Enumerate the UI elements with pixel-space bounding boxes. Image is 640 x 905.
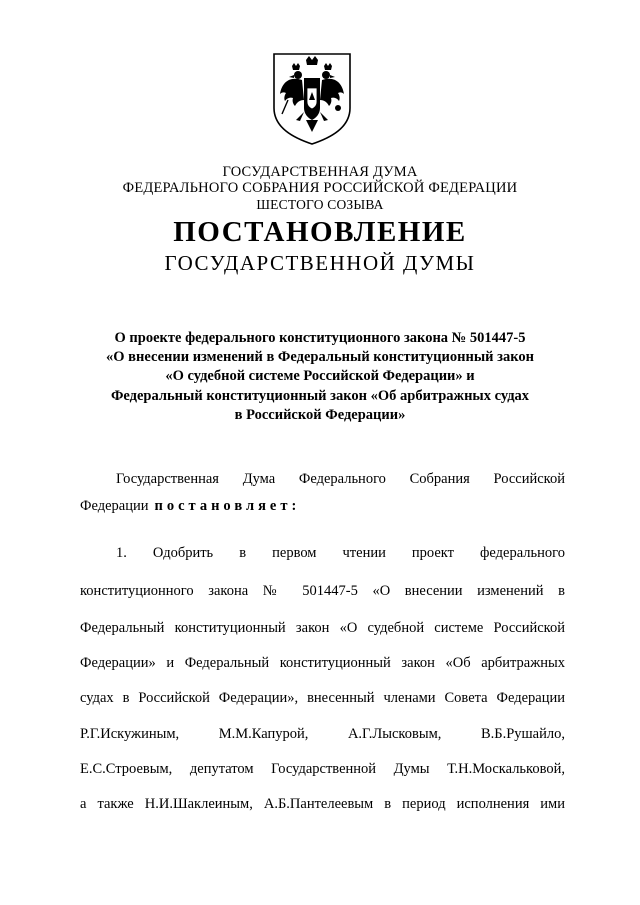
paragraph-line: конституционного закона № 501447-5 «О внесении изменений в [80,583,565,599]
paragraph-line: а также Н.И.Шаклеиным, А.Б.Пантелеевым в период исполнения ими [80,796,565,812]
preamble-line: Государственная Дума Федерального Собрания Российской [116,471,565,487]
header-convocation-line: ШЕСТОГО СОЗЫВА [256,197,384,212]
subject-line: О проекте федерального конституционного закона № 501447-5 [114,330,526,346]
paragraph-line: 1. Одобрить в первом чтении проект федерального [116,545,565,561]
preamble-line-resolution [80,498,565,515]
subject-line: «О судебной системе Российской Федерации» и [165,368,475,384]
paragraph-line: судах в Российской Федерации», внесенный членами Совета Федерации [80,690,565,706]
header-federal-assembly-line: ФЕДЕРАЛЬНОГО СОБРАНИЯ РОССИЙСКОЙ ФЕДЕРАЦИИ [122,180,518,196]
header-duma-line: ГОСУДАРСТВЕННАЯ ДУМА [222,164,418,180]
preamble-text: Федерации [80,498,149,514]
document-subtitle: ГОСУДАРСТВЕННОЙ ДУМЫ [164,251,476,275]
subject-line: «О внесении изменений в Федеральный конституционный закон [106,349,534,365]
paragraph-line: Федерации» и Федеральный конституционный закон «Об арбитражных [80,655,565,671]
document-title: ПОСТАНОВЛЕНИЕ [173,216,467,248]
paragraph-line: Е.С.Строевым, депутатом Государственной Думы Т.Н.Москальковой, [80,761,565,777]
resolves-emphasis: постановляет: [154,498,301,514]
paragraph-line: Р.Г.Искужиным, М.М.Капурой, А.Г.Лысковым, В.Б.Рушайло, [80,726,565,742]
paragraph-line: Федеральный конституционный закон «О судебной системе Российской [80,620,565,636]
subject-line: в Российской Федерации» [234,407,406,423]
coat-of-arms-icon [268,50,356,146]
subject-line: Федеральный конституционный закон «Об арбитражных судах [110,388,530,404]
